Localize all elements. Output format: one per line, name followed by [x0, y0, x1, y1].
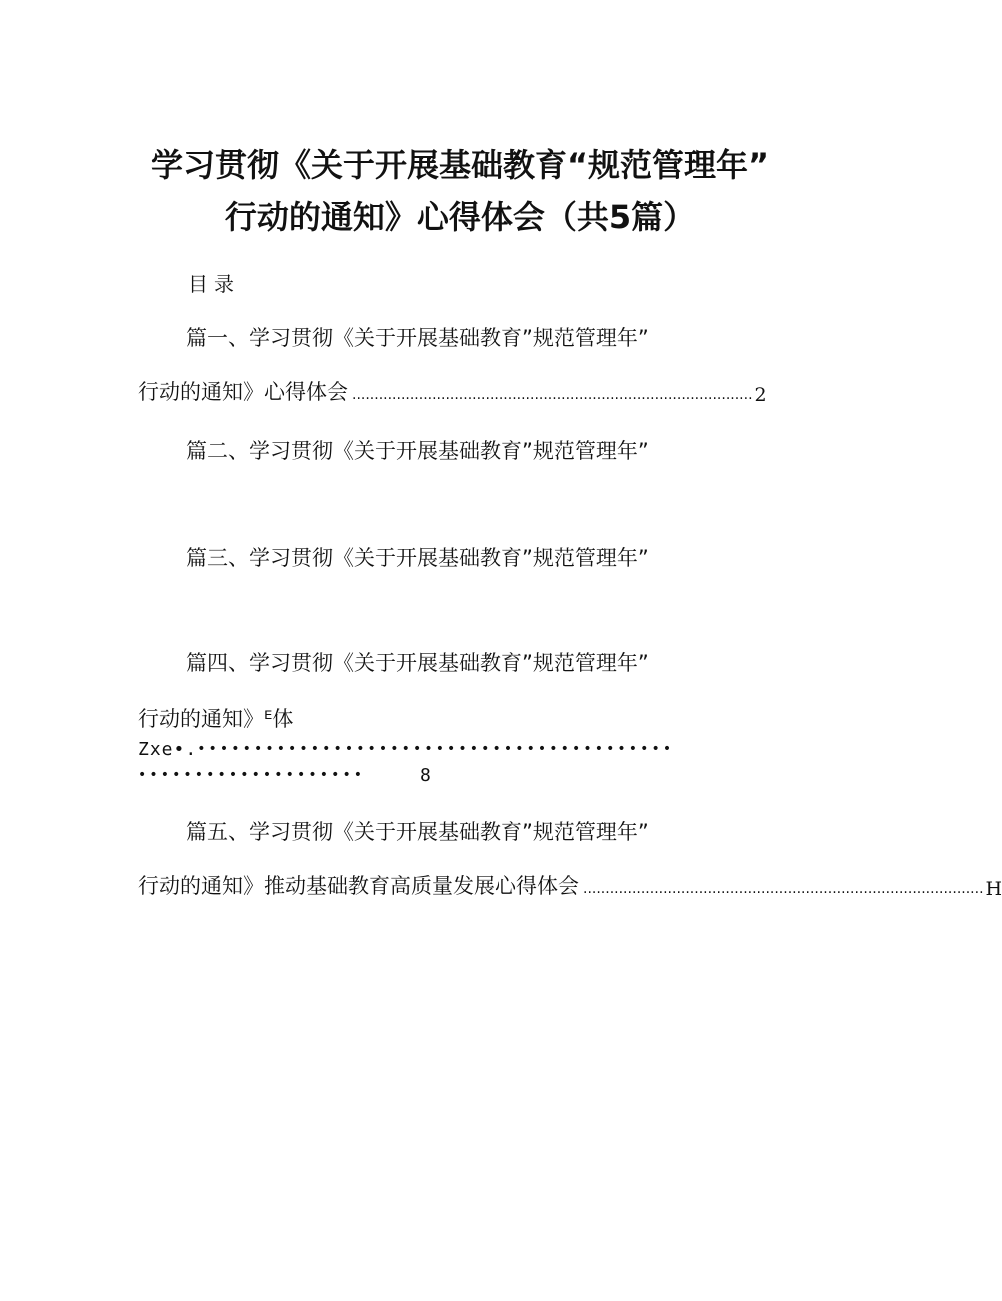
toc-entry-3-heading[interactable]: 篇三、学习贯彻《关于开展基础教育”规范管理年”	[186, 546, 649, 570]
toc-entry-5-title: 行动的通知》推动基础教育高质量发展心得体会	[138, 874, 579, 898]
toc-entry-2-heading[interactable]: 篇二、学习贯彻《关于开展基础教育”规范管理年”	[186, 439, 649, 463]
toc-entry-5-page-number: H	[985, 878, 1002, 900]
toc-entry-4-bullet-leader-2: ••••••••••••••••••••	[138, 767, 366, 783]
toc-entry-4-bullet-leader-1: ••••••••••••••••••••••••••••••••••••••••••	[197, 741, 675, 757]
toc-entry-4-leader-row-1	[138, 737, 778, 761]
toc-heading: 目录	[188, 272, 240, 296]
toc-entry-5-line[interactable]	[138, 870, 1002, 900]
toc-entry-1-title: 行动的通知》心得体会	[138, 380, 348, 404]
toc-entry-1-page-number: 2	[754, 384, 767, 406]
toc-entry-4-garbled-text: Zxe•.	[138, 738, 198, 760]
document-title-line-2: 行动的通知》心得体会（共5篇）	[224, 198, 696, 236]
toc-entry-4-leader-row-2	[138, 763, 431, 787]
document-title-line-1: 学习贯彻《关于开展基础教育“规范管理年”	[150, 146, 770, 184]
toc-entry-4-heading[interactable]: 篇四、学习贯彻《关于开展基础教育”规范管理年”	[186, 651, 649, 675]
toc-entry-1-line[interactable]	[138, 376, 766, 406]
toc-entry-1-leader: ..........................................................................................	[352, 387, 753, 403]
toc-entry-5-heading[interactable]: 篇五、学习贯彻《关于开展基础教育”规范管理年”	[186, 820, 649, 844]
toc-entry-4-page-number: 8	[420, 764, 431, 786]
toc-entry-5-leader: ..........................................................................................	[583, 881, 984, 897]
toc-entry-4-title[interactable]: 行动的通知》ᴱ体	[138, 707, 294, 731]
toc-entry-1-heading[interactable]: 篇一、学习贯彻《关于开展基础教育”规范管理年”	[186, 326, 649, 350]
